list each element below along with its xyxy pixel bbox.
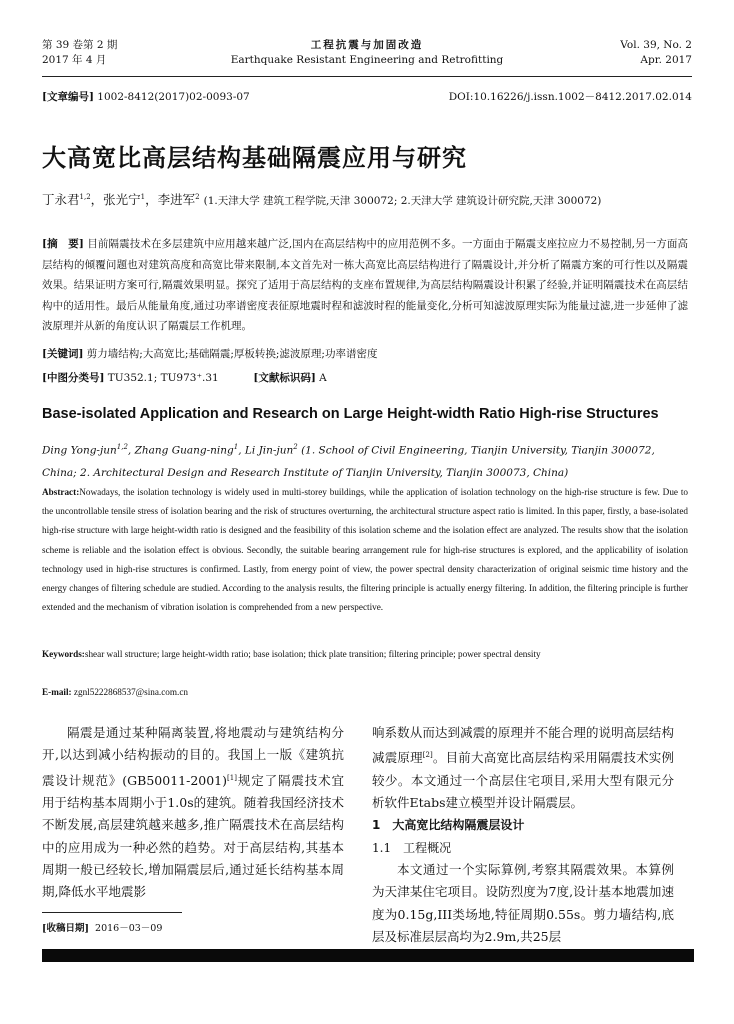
email [42, 687, 188, 697]
classification [42, 370, 327, 385]
doi: DOI:10.16226/j.issn.1002－8412.2017.02.014 [448, 91, 692, 103]
abstract-cn-text: 目前隔震技术在多层建筑中应用越来越广泛,国内在高层结构中的应用范例不多。一方面由于隔震支座拉应力不易控制,另一方面高层结构的倾覆问题也对建筑高度和高宽比带来限制,本文首先对一栋大高宽比高层结构进行了隔震设计,并分析了隔震方案的可行性以及隔震效果。结果证明方案可行,隔震效果明显。探究了适用于高层结构的支座布置规律,为高层结构隔震设计积累了经验,并证明隔震技术在高层结构中的适用性。最后从能量角度,通过功率谱密度表征原地震时程和滤波时程的能量变化,分析可知滤波原理实际为能量过滤,进一步延伸了滤波原理并从新的角度认识了隔震层工作机理。 [42, 238, 688, 332]
intro-cont-text: 响系数从而达到减震的原理并不能合理的说明高层结构减震原理 [372, 725, 674, 766]
authors-en [42, 436, 688, 484]
author-1: 丁永君 [42, 192, 80, 207]
section-heading-1: 1 大高宽比结构隔震层设计 [372, 818, 525, 833]
received-date-value: 2016－03－09 [95, 923, 163, 934]
author-3: ，李进军 [145, 192, 196, 207]
author-3-sup: 2 [195, 192, 200, 201]
intro-paragraph [42, 722, 344, 904]
volume-cn: 第 39 卷第 2 期 [42, 39, 118, 51]
intro-cont-text-end: 。目前大高宽比高层结构采用隔震技术实例较少。本文通过一个高层住宅项目,采用大型有限元分析软件Etabs建立模型并设计隔震层。 [372, 750, 674, 811]
header-center [42, 38, 692, 68]
classification-label: [中图分类号] [42, 372, 105, 384]
date-en: Apr. 2017 [640, 54, 692, 66]
abstract-en-label: Abstract: [42, 487, 80, 497]
volume-en: Vol. 39, No. 2 [620, 39, 692, 51]
article-number-value: 1002-8412(2017)02-0093-07 [97, 91, 250, 103]
citation-2: [2] [422, 751, 433, 760]
keywords-cn-text: 剪力墙结构;大高宽比;基础隔震;厚板转换;滤波原理;功率谱密度 [86, 348, 378, 360]
article-number [42, 89, 250, 104]
affiliation-cn: (1.天津大学 建筑工程学院,天津 300072; 2.天津大学 建筑设计研究院,天津 300072) [203, 195, 602, 207]
keywords-en [42, 645, 688, 664]
article-identifiers [42, 89, 692, 105]
paper-title-en: Base-isolated Application and Research on Large Height-width Ratio High-rise Structures [42, 406, 659, 422]
author-en-3-sup: 2 [293, 443, 298, 451]
abstract-en [42, 483, 688, 617]
citation-1: [1] [227, 773, 237, 782]
paper-title-cn: 大高宽比高层结构基础隔震应用与研究 [42, 144, 467, 172]
intro-paragraph-cont [372, 722, 674, 814]
scan-bar [42, 949, 694, 962]
keywords-en-label: Keywords: [42, 649, 85, 659]
header-right [620, 38, 692, 68]
author-en-1: Ding Yong-jun [42, 444, 117, 457]
author-2-sup: 1 [140, 192, 146, 201]
author-en-2-sup: 1 [233, 443, 239, 451]
abstract-cn-label: [摘 要] [42, 238, 84, 250]
running-header [42, 38, 692, 74]
received-date-label: [收稿日期] [42, 923, 89, 934]
keywords-cn [42, 345, 688, 363]
header-rule [42, 76, 692, 77]
intro-text-cont: 规定了隔震技术宜用于结构基本周期小于1.0s的建筑。随着我国经济技术不断发展,高层建筑越来越多,推广隔震技术在高层结构中的应用成为一种必然的趋势。对于高层结构,其基本周期一般已经较长,增加隔震层后,通过延长结构基本周期,降低水平地震影 [42, 772, 344, 900]
classification-value: TU352.1; TU973⁺.31 [107, 372, 219, 384]
keywords-cn-label: [关键词] [42, 348, 84, 360]
intro-text: 隔震是通过某种隔离装置,将地震动与建筑结构分开,以达到减小结构振动的目的。我国上一版《建筑抗震设计规范》(GB50011-2001) [42, 725, 344, 788]
journal-name-en: Earthquake Resistant Engineering and Retrofitting [230, 54, 504, 66]
document-code: A [319, 372, 327, 384]
author-2: ，张光宁 [90, 192, 141, 207]
document-code-label: [文献标识码] [253, 372, 316, 384]
section-heading-1-1: 1.1 工程概况 [372, 840, 452, 855]
affiliation-en: (1. School of Civil Engineering, Tianjin University, Tianjin 300072, China; 2. Architectural Design and Research Institute of Tianjin University, Tianjin 300073, China) [42, 444, 655, 479]
email-label: E-mail: [42, 687, 72, 697]
keywords-en-text: shear wall structure; large height-width ratio; base isolation; thick plate transition; filtering principle; power spectral density [84, 649, 541, 659]
abstract-cn [42, 234, 688, 337]
author-en-3: , Li Jin-jun [238, 444, 294, 457]
date-cn: 2017 年 4 月 [42, 54, 107, 66]
article-number-label: [文章编号] [42, 91, 94, 103]
author-en-1-sup: 1,2 [116, 443, 128, 451]
body-column-right [372, 722, 674, 948]
author-1-sup: 1,2 [79, 192, 91, 201]
abstract-en-text: Nowadays, the isolation technology is widely used in multi-storey buildings, while the application of isolation technology on the high-rise structure is few. Due to the uncontrollable tensile stress of isolation bearing and the risk of structures overturning, the architectural structure aspect ratio is limited. In this paper, firstly, a base-isolated high-rise structure with large height-width ratio is designed and the feasibility of this isolation scheme and the isolation effect are analyzed. The results show that the isolation scheme is reliable and the isolation effect is obvious. Secondly, the suitable bearing arrangement rule for high-rise structures is explored, and the applicability of isolation technology used in high-rise structures is confirmed. Lastly, from energy point of view, the power spectral density characterization of original seismic time history and the energy changes of filtering schedule are studied. According to the analysis results, the filtering principle is actually energy filtering. In addition, the filtering principle is further extended and the mechanism of vibration isolation is comprehended from a new perspective. [42, 487, 688, 613]
email-address: zgnl5222868537@sina.com.cn [73, 687, 189, 697]
authors-cn [42, 190, 694, 208]
received-date [42, 920, 162, 934]
project-paragraph: 本文通过一个实际算例,考察其隔震效果。本算例为天津某住宅项目。设防烈度为7度,设计基本地震加速度为0.15g,III类场地,特征周期0.55s。剪力墙结构,底层及标准层层高均为2.9m,共25层 [372, 861, 674, 944]
author-en-2: , Zhang Guang-ning [127, 444, 234, 457]
journal-name-cn: 工程抗震与加固改造 [310, 39, 424, 51]
footnote-rule [42, 912, 182, 913]
body-column-left [42, 722, 344, 904]
